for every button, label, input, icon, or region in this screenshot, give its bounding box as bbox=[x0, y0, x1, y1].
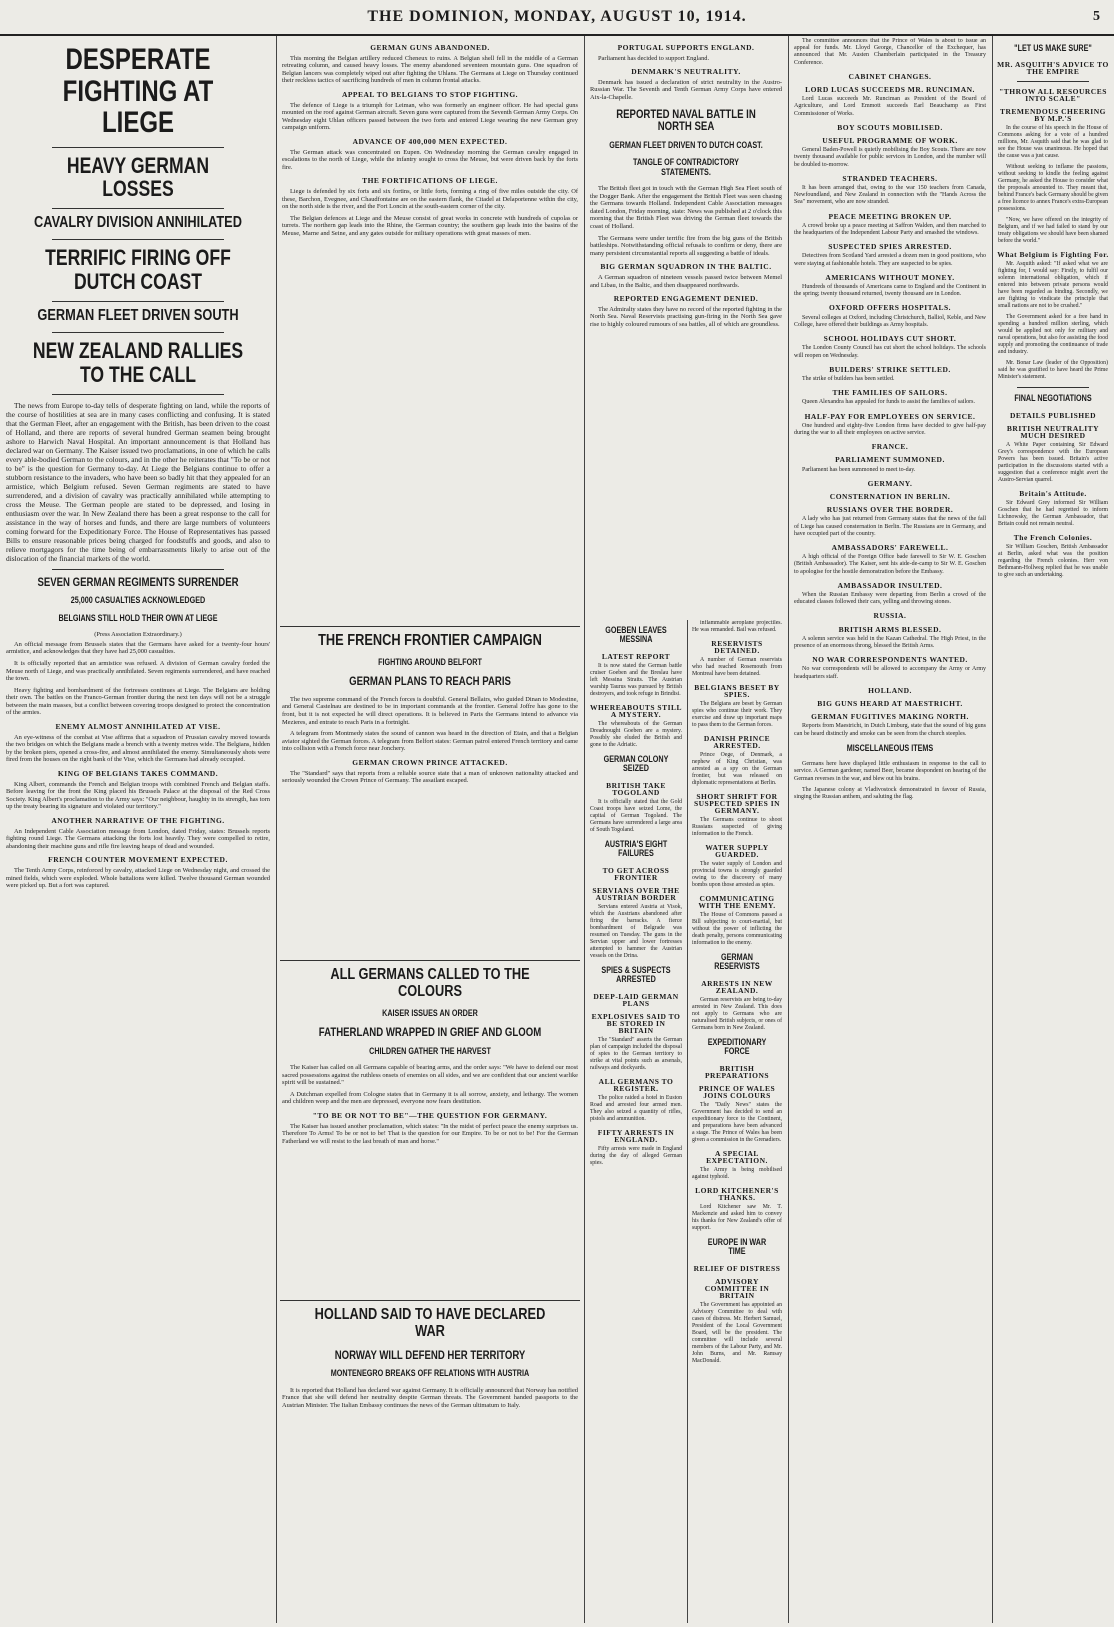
article-text: It has been arranged that, owing to the war 150 teachers from Canada, Newfoundland, and New Zealand in connection with the "Hands Across the Sea" movement, who are now stranded. bbox=[794, 185, 986, 206]
headline-belfort: FIGHTING AROUND BELFORT bbox=[378, 656, 482, 667]
subhead-relief: RELIEF OF DISTRESS bbox=[693, 1263, 781, 1273]
article-text: An official message from Brussels states that the Germans have asked for a twenty-four hours' armistice, and acknowledges that they have had 25,000 casualties. bbox=[6, 640, 270, 656]
divider bbox=[52, 208, 224, 209]
article-text: A high official of the Foreign Office bade farewell to Sir W. E. Goschen (British Ambassador). The Kaiser, sent his aide-de-camp to Sir W. E. Goschen to apologise for the hostile demonstration before the Embassy. bbox=[794, 554, 986, 575]
article-text: Without seeking to inflame the passions, without seeking to kindle the feeling against Germany, he asked the House to consider what the proposals amounted to. They meant that, behind France's back Germany should be given a free licence to annex France's extra-European possessions. bbox=[998, 164, 1108, 213]
lead-article-text: The news from Europe to-day tells of desperate fighting on land, while the reports of the course of hostilities at sea are in many cases conflicting and confusing. It is stated that the German Fleet, after an engagement with the British, has been driven to the coast of Holland, and there are reports of several hundred German seamen being brought ashore to Harwich Naval Hospital. An important announcement is that Holland has declared war on Germany. The Kaiser issued two proclamations, in one of which he calls every able-bodied German to the colours, and in the other he reiterates that "To be or not to be" is the question for Germany to-day. At Liege the Belgians continue to offer a stubborn resistance to the invaders, who have been so badly hit that they appealed for an armistice, which Belgium refused. Seven German regiments are stated to have surrendered, and a division of cavalry was practically annihilated while attempting to cross the Meuse. The German people are stated to be depressed, and losing in enthusiasm over the war. In New Zealand there has been a great response to the call for assistance in the way of horses and funds, and there are large numbers of volunteers coming forward for the Expeditionary Force. The House of Representatives has passed Bills to ensure reasonable prices being charged for foodstuffs and goods, and also to relieve mortgagors for the time being of embarrassments likely to arise out of the dislocation of the financial markets of the world. bbox=[6, 400, 270, 563]
article-text: Lord Lucas succeeds Mr. Runciman as President of the Board of Agriculture, and Lord Emmott succeeds Earl Beauchamp as First Commissioner of Works. bbox=[794, 96, 986, 117]
article-text: A telegram from Montmedy states the sound of cannon was heard in the direction of Etain, and that a Belgian aviator sighted the German forces. A telegram from Belfort states: German patrol entered French territory and came into collision with a French force near Jonchery. bbox=[282, 730, 578, 753]
subhead-builders: BUILDERS' STRIKE SETTLED. bbox=[829, 364, 951, 374]
subhead-fifty-arrests: FIFTY ARRESTS IN ENGLAND. bbox=[597, 1127, 675, 1144]
subhead-kitchener: LORD KITCHENER'S THANKS. bbox=[695, 1185, 779, 1202]
subhead-boy-scouts: BOY SCOUTS MOBILISED. bbox=[837, 122, 943, 132]
article-text: Reports from Maestricht, in Dutch Limburg, state that the sound of big guns can be heard distinctly and smoke can be seen from the church steeples. bbox=[794, 723, 986, 737]
article-text: A solemn service was held in the Kazan Cathedral. The High Priest, in the presence of an enormous throng, blessed the British Arms. bbox=[794, 635, 986, 649]
subhead-denmark: DENMARK'S NEUTRALITY. bbox=[631, 67, 741, 77]
subhead-danish-prince: DANISH PRINCE ARRESTED. bbox=[703, 734, 771, 750]
subhead-arms-blessed: BRITISH ARMS BLESSED. bbox=[838, 624, 942, 634]
headline-colony-seized: GERMAN COLONY SEIZED bbox=[603, 753, 669, 774]
subhead-special: A SPECIAL EXPECTATION. bbox=[706, 1148, 768, 1165]
subhead-reservists: RESERVISTS DETAINED. bbox=[711, 639, 763, 655]
subhead-baltic: BIG GERMAN SQUADRON IN THE BALTIC. bbox=[600, 262, 772, 272]
headline-fatherland: FATHERLAND WRAPPED IN GRIEF AND GLOOM bbox=[318, 1025, 542, 1040]
headline-austria-failures: AUSTRIA'S EIGHT FAILURES bbox=[604, 838, 668, 859]
subhead-fugitives: GERMAN FUGITIVES MAKING NORTH. bbox=[811, 712, 969, 722]
headline-montenegro: MONTENEGRO BREAKS OFF RELATIONS WITH AUSTRIA bbox=[330, 1368, 530, 1379]
headline-spies: SPIES & SUSPECTS ARRESTED bbox=[601, 964, 671, 985]
headline-kaiser-order: KAISER ISSUES AN ORDER bbox=[382, 1007, 478, 1018]
press-credit: (Press Association Extraordinary.) bbox=[94, 631, 182, 639]
article-text: The "Standard" asserts the German plan of campaign included the disposal of spies to the German territory to strike at vital points such as arsenals, railways and dockyards. bbox=[590, 1036, 682, 1071]
headline-norway: NORWAY WILL DEFEND HER TERRITORY bbox=[334, 1347, 526, 1362]
column-3-right bbox=[690, 620, 784, 1623]
column-2-top bbox=[280, 38, 580, 618]
subhead-belgians-spies: BELGIANS BESET BY SPIES. bbox=[694, 683, 780, 699]
article-text: The "Daily News" states the Government has decided to send an expeditionary force to the Continent, and preparations have been advanced a stage. The Prince of Wales has been given a commission in the Grenadiers. bbox=[692, 1101, 782, 1143]
column-1 bbox=[4, 38, 272, 1623]
subhead-neutrality: BRITISH NEUTRALITY MUCH DESIRED bbox=[1006, 423, 1100, 440]
column-2-bottom bbox=[280, 1300, 580, 1623]
column-5 bbox=[996, 38, 1110, 1623]
article-text: Hundreds of thousands of Americans came to England and the Continent in the spring; twenty thousand returned, twenty thousand are in London. bbox=[794, 284, 986, 298]
headline-heavy-losses: HEAVY GERMAN LOSSES bbox=[66, 152, 210, 201]
article-text: The Admiralty states they have no record of the reported fighting in the North Sea. Naval Reservists practising gun-firing in the North Sea gave rise to highly coloured rumours of sea battles, all of which are groundless. bbox=[590, 305, 782, 328]
subhead-prince-wales: PRINCE OF WALES JOINS COLOURS bbox=[698, 1083, 776, 1100]
headline-fleet-driven-south: GERMAN FLEET DRIVEN SOUTH bbox=[37, 306, 239, 324]
article-text: Parliament has been summoned to meet to-day. bbox=[802, 466, 916, 473]
article-text: King Albert, commands the French and Belgian troops with combined French and Belgian staffs. Before leaving for the front the King placed his Brussels Palace at the disposal of the Red Cross Society. King Albert's proclamation to the Army says: "Our neighbour, haughty in its strength, has torn up the treaty bearing its signature and violated our territory." bbox=[6, 780, 270, 811]
subhead-portugal: PORTUGAL SUPPORTS ENGLAND. bbox=[617, 43, 755, 52]
subhead-details: DETAILS PUBLISHED bbox=[1009, 410, 1097, 420]
headline-seven-regiments: SEVEN GERMAN REGIMENTS SURRENDER bbox=[37, 574, 239, 589]
headline-europe-war: EUROPE IN WAR TIME bbox=[707, 1236, 767, 1257]
article-text: The House of Commons passed a Bill subjecting to court-martial, but without the power of inflicting the death penalty, persons communicating information to the enemy. bbox=[692, 912, 782, 946]
subhead-engagement-denied: REPORTED ENGAGEMENT DENIED. bbox=[613, 294, 759, 304]
divider bbox=[52, 332, 224, 333]
article-text: Liege is defended by six forts and six fortins, or little forts, forming a ring of five miles outside the city. Of these, Barchon, Evegnee, and Chaudfontaine are on the eastern flank, the Citadel at Delaportenne within the city, on the north side is the river, and the Fort Loncin at the south-eastern corner of the city. bbox=[282, 187, 578, 211]
article-text: Sir William Goschen, British Ambassador at Berlin, asked what was the position regarding the French colonies. Herr von Bethmann-Hollweg replied that he was unable to give such an undertaking. bbox=[998, 543, 1108, 578]
subhead-cheering: TREMENDOUS CHEERING BY M.P.'S bbox=[1000, 107, 1106, 124]
headline-reservists: GERMAN RESERVISTS bbox=[714, 952, 760, 972]
divider bbox=[52, 569, 224, 570]
divider bbox=[280, 1300, 580, 1301]
column-rule bbox=[276, 36, 277, 1623]
article-text: General Baden-Powell is quietly mobilising the Boy Scouts. There are now twenty thousand available for public services in London, and the number will be doubled to-morrow. bbox=[794, 147, 986, 168]
subhead-peace-meeting: PEACE MEETING BROKEN UP. bbox=[828, 211, 952, 221]
divider bbox=[280, 626, 580, 627]
headline-casualties: 25,000 CASUALTIES ACKNOWLEDGED bbox=[70, 595, 206, 606]
subhead-deep-laid: DEEP-LAID GERMAN PLANS bbox=[593, 991, 679, 1008]
column-rule bbox=[788, 36, 789, 1623]
subhead-frontier: TO GET ACROSS FRONTIER bbox=[602, 865, 670, 882]
subhead-school: SCHOOL HOLIDAYS CUT SHORT. bbox=[823, 334, 957, 344]
article-text: The Belgian defences at Liege and the Meuse consist of great works in concrete with hundreds of cupolas or turrets. The northern gap leads into the Rhine, the German country; the southern gap leads into the basins of the Meuse, Marne and Seine, and any gates outside for military operations with great masses of men. bbox=[282, 214, 578, 237]
headline-dutch-coast: GERMAN FLEET DRIVEN TO DUTCH COAST. bbox=[609, 139, 763, 150]
subhead-half-pay: HALF-PAY FOR EMPLOYEES ON SERVICE. bbox=[804, 411, 976, 421]
subhead-king-command: KING OF BELGIANS TAKES COMMAND. bbox=[57, 769, 219, 779]
column-rule bbox=[687, 620, 688, 1623]
column-4 bbox=[792, 38, 988, 1623]
headline-terrific-firing: TERRIFIC FIRING OFF DUTCH COAST bbox=[45, 245, 231, 294]
subhead-register: ALL GERMANS TO REGISTER. bbox=[598, 1076, 674, 1093]
article-text: German reservists are being to-day arrested in New Zealand. This does not apply to Germans who are naturalised British subjects, or ones of Germans born in New Zealand. bbox=[692, 996, 782, 1031]
article-text: The Kaiser has called on all Germans capable of bearing arms, and the order says: "We have to defend our most sacred possessions against the ruthless onsets of enemies on all sides, and we are confident that our ancient warlike spirit will be sustained." bbox=[282, 1064, 578, 1087]
article-text: No war correspondents will be allowed to accompany the Army or Army headquarters staff. bbox=[794, 666, 986, 680]
column-3-top bbox=[588, 38, 784, 438]
article-text: It is now stated the German battle cruiser Goeben and the Breslau have left Messina Straits. The Austrian warship Taurus was pursued by British destroyers, and took refuge in Brindisi. bbox=[590, 662, 682, 697]
column-2-middle bbox=[280, 626, 580, 956]
subhead-consternation: CONSTERNATION IN BERLIN. bbox=[829, 491, 951, 501]
article-text: Germans here have displayed little enthusiasm in response to the call to service. A German gardener, named Beer, became despondent on hearing of the German reverses in the war, and blew out his brains. bbox=[794, 761, 986, 782]
article-text: Sir Edward Grey informed Sir William Goschen that he had regretted to inform Lichnowsky, the German Ambassador, that Britain could not remain neutral. bbox=[998, 499, 1108, 527]
article-text: Mr. Asquith asked: "If asked what we are fighting for, I would say: Firstly, to fulfil our solemn international obligation, which if entered into between private persons would have been regarded as binding. Secondly, we are fighting to vindicate the principle that small nations are not to be crushed." bbox=[998, 261, 1108, 310]
headline-expeditionary: EXPEDITIONARY FORCE bbox=[707, 1036, 767, 1057]
subhead-oxford: OXFORD OFFERS HOSPITALS. bbox=[828, 303, 952, 313]
article-text: A number of German reservists who had reached Rosemouth from Montreal have been detained. bbox=[692, 657, 782, 677]
subhead-teachers: STRANDED TEACHERS. bbox=[842, 173, 938, 183]
divider bbox=[52, 147, 224, 148]
masthead bbox=[0, 0, 1114, 36]
article-text: Fifty arrests were made in England during the day of alleged German spies. bbox=[590, 1145, 682, 1166]
headline-naval-battle: REPORTED NAVAL BATTLE IN NORTH SEA bbox=[616, 106, 756, 134]
article-text: The Tenth Army Corps, reinforced by cavalry, attacked Liege on Wednesday night, and crossed the mined fields, which were exploded. Whole battalions were killed. Twelve thousand German wounded were picked up. But a fort was captured. bbox=[6, 866, 270, 890]
article-text: "Now, we have offered on the integrity of Belgium, and if we had failed to stand by our treaty obligations we should have been shamed before the world." bbox=[998, 217, 1108, 245]
column-rule bbox=[992, 36, 993, 1623]
subhead-guns-abandoned: GERMAN GUNS ABANDONED. bbox=[370, 43, 490, 52]
subhead-programme: USEFUL PROGRAMME OF WORK. bbox=[822, 136, 958, 146]
subhead-fortifications: THE FORTIFICATIONS OF LIEGE. bbox=[362, 176, 498, 186]
headline-goeben: GOEBEN LEAVES MESSINA bbox=[605, 625, 667, 645]
article-text: One hundred and eighty-five London firms have decided to give half-pay during the war to all their employees on active service. bbox=[794, 422, 986, 436]
article-text: The Government has appointed an Advisory Committee to deal with cases of distress. Mr. Herbert Samuel, President of the Local Government Board, will be the president. The committee will include several members of the Labour Party, and Mr. John Burns, and Mr. Ramsay MacDonald. bbox=[692, 1301, 782, 1364]
divider bbox=[52, 394, 224, 395]
subhead-correspondents: NO WAR CORRESPONDENTS WANTED. bbox=[812, 655, 968, 665]
subhead-another-narrative: ANOTHER NARRATIVE OF THE FIGHTING. bbox=[51, 816, 225, 825]
subhead-big-guns: BIG GUNS HEARD AT MAESTRICHT. bbox=[817, 699, 963, 708]
article-text: The Government asked for a free hand in spending a hundred million sterling, which would be applied not only for military and naval operations, but also for assisting the food supply and promoting the continuance of trade and industry. bbox=[998, 314, 1108, 356]
subhead-lord-lucas: LORD LUCAS SUCCEEDS MR. RUNCIMAN. bbox=[805, 85, 975, 95]
article-text: Detectives from Scotland Yard arrested a dozen men in good positions, who were staying at fashionable hotels. They are suspected to be spies. bbox=[794, 253, 986, 267]
subhead-crown-prince: GERMAN CROWN PRINCE ATTACKED. bbox=[352, 757, 508, 767]
headline-cavalry-annihilated: CAVALRY DIVISION ANNIHILATED bbox=[34, 213, 242, 231]
subhead-french-counter: FRENCH COUNTER MOVEMENT EXPECTED. bbox=[48, 855, 228, 865]
article-text: A crowd broke up a peace meeting at Saffron Walden, and then marched to the headquarters of the Independent Labour Party and smashed the windows. bbox=[794, 222, 986, 237]
article-text: The police raided a hotel in Euston Road and arrested four armed men. They also seized a quantity of rifles, pistols and ammunition. bbox=[590, 1094, 682, 1122]
subhead-americans: AMERICANS WITHOUT MONEY. bbox=[825, 272, 955, 282]
column-rule bbox=[584, 36, 585, 1623]
headline-make-sure: "LET US MAKE SURE" bbox=[1014, 43, 1092, 53]
subhead-germany: GERMANY. bbox=[867, 478, 913, 488]
article-text: A lady who has just returned from Germany states that the news of the fall of Liege has caused consternation in Berlin. The Russians are in Germany, and have occupied part of the country. bbox=[794, 516, 986, 537]
article-text: A White Paper containing Sir Edward Grey's correspondence with the European Powers has been issued. Britain's active participation in the discussions started with a suggestion that a conference might avert the Austro-Servian quarrel. bbox=[998, 441, 1108, 483]
subhead-mystery: WHEREABOUTS STILL A MYSTERY. bbox=[589, 702, 683, 719]
article-text: The British fleet got in touch with the German High Sea Fleet south of the Dogger Bank. After the engagement the British Fleet was seen chasing the Germans towards Holland. Independent Cable Association messages dated London, Friday morning, state: News was published at 2 o'clock this morning that the British Fleet was driving the German fleet towards the coast of Holland. bbox=[590, 185, 782, 231]
headline-holland-war: HOLLAND SAID TO HAVE DECLARED WAR bbox=[314, 1306, 546, 1340]
article-text: The Germans continue to shoot Russians suspected of giving information to the French. bbox=[692, 817, 782, 837]
article-text: This morning the Belgian artillery reduced Cheneux to ruins. A Belgian shell fell in the middle of a German retreating column, and caused heavy losses. The enemy abandoned seventeen mountain guns. One squadron of Belgian lancers was completely wiped out after fighting the Uhlans. The Germans at Liege on Thursday continued their reckless tactics of sacrificing hundreds of men in column frontal attacks. bbox=[282, 54, 578, 85]
headline-tangle: TANGLE OF CONTRADICTORY STATEMENTS. bbox=[633, 157, 739, 177]
headline-miscellaneous: MISCELLANEOUS ITEMS bbox=[846, 742, 934, 753]
subhead-communicating: COMMUNICATING WITH THE ENEMY. bbox=[698, 894, 776, 910]
subhead-insulted: AMBASSADOR INSULTED. bbox=[837, 580, 943, 590]
page-number: 5 bbox=[1093, 9, 1100, 24]
headline-final-negotiations: FINAL NEGOTIATIONS bbox=[1014, 393, 1092, 404]
subhead-latest: LATEST REPORT bbox=[601, 651, 671, 661]
article-text: The strike of builders has been settled. bbox=[802, 375, 895, 382]
article-text: The Japanese colony at Vladivostock demonstrated in favour of Russia, singing the Russian anthem, and saluting the flag. bbox=[794, 786, 986, 801]
article-text: It is officially stated that the Gold Coast troops have seized Lome, the capital of German Togoland. The Germans have surrendered a large area of South Togoland. bbox=[590, 798, 682, 833]
article-text: The London County Council has cut short the school holidays. The schools will reopen on Wednesday. bbox=[794, 345, 986, 359]
headline-harvest: CHILDREN GATHER THE HARVEST bbox=[369, 1045, 491, 1056]
article-text: Several colleges at Oxford, including Christchurch, Balliol, Keble, and New College, have offered their buildings as Army hospitals. bbox=[794, 314, 986, 328]
article-text: Queen Alexandra has appealed for funds to assist the families of sailors. bbox=[802, 399, 975, 406]
article-text: The whereabouts of the German Dreadnought Goeben are a mystery. Possibly she eluded the British and gone to the Adriatic. bbox=[590, 720, 682, 748]
subhead-arrests-nz: ARRESTS IN NEW ZEALAND. bbox=[701, 978, 773, 995]
article-text: An Independent Cable Association message from London, dated Friday, states: Brussels reports fighting round Liege. The Germans attacking the forts lost heavily. They were compelled to retire, abandoning their machine guns and rifle fire leaving heaps of dead and wounded. bbox=[6, 827, 270, 850]
subhead-vise: ENEMY ALMOST ANNIHILATED AT VISE. bbox=[55, 722, 221, 732]
headline-belgians-hold: BELGIANS STILL HOLD THEIR OWN AT LIEGE bbox=[58, 612, 218, 623]
article-text: When the Russian Embassy were departing from Berlin a crowd of the educated classes followed their cars, yelling and throwing stones. bbox=[794, 591, 986, 606]
subhead-throw-resources: "THROW ALL RESOURCES INTO SCALE" bbox=[999, 87, 1107, 104]
article-text: inflammable aeroplane projectiles. He was remanded. Bail was refused. bbox=[692, 620, 782, 633]
divider bbox=[52, 301, 224, 302]
article-text: Parliament has decided to support England. bbox=[598, 54, 710, 62]
subhead-russians-border: RUSSIANS OVER THE BORDER. bbox=[826, 505, 954, 515]
subhead-britain-attitude: Britain's Attitude. bbox=[1019, 488, 1087, 498]
article-text: The committee announces that the Prince of Wales is about to issue an appeal for funds. Mr. Lloyd George, Chancellor of the Exchequer, has announced that Mr. Austen Chamberlain participated in the Treasury Conference. bbox=[794, 38, 986, 66]
article-text: It is reported that Holland has declared war against Germany. It is officially announced that Norway has notified France that she will defend her neutrality despite German threats. The Government handed passports to the Austrian Minister. The Italian Embassy continues the news of the German ultimatum to Italy. bbox=[282, 1386, 578, 1409]
subhead-togoland: BRITISH TAKE TOGOLAND bbox=[606, 780, 666, 797]
subhead-preparations: BRITISH PREPARATIONS bbox=[704, 1063, 770, 1080]
article-text: Prince Oege, of Denmark, a nephew of King Christian, was arrested as a spy on the German frontier, but was released on diplomatic representations at Berlin. bbox=[692, 752, 782, 786]
headline-desperate-fighting: DESPERATE FIGHTING AT LIEGE bbox=[62, 43, 214, 139]
subhead-farewell: AMBASSADORS' FAREWELL. bbox=[831, 542, 949, 552]
article-text: It is officially reported that an armistice was refused. A division of German cavalry forded the Meuse north of Liege, and was practically annihilated. Seven regiments surrendered, and have reached the town. bbox=[6, 659, 270, 683]
subhead-spies-arrested: SUSPECTED SPIES ARRESTED. bbox=[828, 242, 952, 252]
article-text: The Kaiser has issued another proclamation, which states: "In the midst of perfect peace the enemy surprises us. Therefore To Arms! To be or not to be! That is the question for our Empire. To be or not to be! For the German Fatherland we will resist to the last breath of man and horse." bbox=[282, 1122, 578, 1145]
subhead-appeal: APPEAL TO BELGIANS TO STOP FIGHTING. bbox=[341, 89, 519, 99]
column-3-left bbox=[588, 620, 684, 1623]
headline-new-zealand-rallies: NEW ZEALAND RALLIES TO THE CALL bbox=[32, 338, 244, 387]
subhead-france: FRANCE. bbox=[871, 442, 909, 452]
subhead-sailors: THE FAMILIES OF SAILORS. bbox=[832, 388, 948, 398]
subhead-cabinet: CABINET CHANGES. bbox=[848, 71, 932, 81]
article-text: Servians entered Austria at Visok, which the Austrians abandoned after firing the barracks. A fierce bombardment of Belgrade was resumed on Tuesday. The guns in the Servian upper and lower fortresses attempted to hammer the Austrian vessels on the Drina. bbox=[590, 903, 682, 959]
subhead-servians: SERVIANS OVER THE AUSTRIAN BORDER bbox=[592, 885, 680, 902]
divider bbox=[1017, 387, 1090, 388]
article-text: Heavy fighting and bombardment of the fortresses continues at Liege. The Belgians are holding their own. The battles on the Franco-German frontier during the next ten days will not be a struggle between the main masses, but a conflict between covering troops designed to protect the concentration of the armies. bbox=[6, 686, 270, 717]
article-text: The Belgians are beset by German spies who continue their work. They exercise and draw up important maps to pass them to the German forces. bbox=[692, 701, 782, 728]
article-text: In the course of his speech in the House of Commons asking for a vote of a hundred millions, Mr. Asquith said that he was glad to see the House was unanimous. He hoped that the cause was a just cause. bbox=[998, 125, 1108, 160]
article-text: The German attack was concentrated on Eupen. On Wednesday morning the German cavalry engaged in escalations to the north of Liege, while the infantry sought to cross the Meuse, but were driven back by the forts fire. bbox=[282, 148, 578, 171]
subhead-asquith-advice: MR. ASQUITH'S ADVICE TO THE EMPIRE bbox=[997, 60, 1109, 77]
article-text: An eye-witness of the combat at Vise affirms that a squadron of Prussian cavalry moved towards the two bridges on which the Belgians made a brench with a twenty metres wide. The Belgians, hidden by the broken piers, opened a cross-fire, and almost annihilated the enemy. Simultaneously shots were fired from the houses on the right bank of the Vise, which the Germans had already occupied. bbox=[6, 733, 270, 764]
article-text: A German squadron of nineteen vessels passed twice between Memel and Libau, in the Baltic, and then disappeared northwards. bbox=[590, 274, 782, 289]
article-text: The water supply of London and provincial towns is strongly guarded owing to the discovery of many bombs upon those arrested as spies. bbox=[692, 861, 782, 888]
subhead-russia: RUSSIA. bbox=[873, 611, 907, 621]
subhead-french-colonies: The French Colonies. bbox=[1013, 532, 1093, 542]
article-text: A Dutchman expelled from Cologne states that in Germany it is all sorrow, anxiety, and lethargy. The women and children weep and the men are depressed, everyone now fears destitution. bbox=[282, 1090, 578, 1106]
article-text: The "Standard" says that reports from a reliable source state that a man of unknown nationality attacked and seriously wounded the Crown Prince of Germany. The assailant escaped. bbox=[282, 769, 578, 785]
subhead-parliament: PARLIAMENT SUMMONED. bbox=[835, 455, 945, 465]
subhead-explosives: EXPLOSIVES SAID TO BE STORED IN BRITAIN bbox=[591, 1011, 681, 1035]
headline-plans-paris: GERMAN PLANS TO REACH PARIS bbox=[349, 674, 511, 689]
subhead-advisory: ADVISORY COMMITTEE IN BRITAIN bbox=[704, 1276, 770, 1300]
article-text: Lord Kitchener saw Mr. T. Mackenzie and asked him to convey his thanks for New Zealand's offer of support. bbox=[692, 1203, 782, 1231]
subhead-water: WATER SUPPLY GUARDED. bbox=[705, 843, 769, 859]
headline-all-germans: ALL GERMANS CALLED TO THE COLOURS bbox=[330, 966, 530, 1000]
column-2-lower bbox=[280, 960, 580, 1295]
subhead-advance: ADVANCE OF 400,000 MEN EXPECTED. bbox=[352, 136, 508, 146]
divider bbox=[1017, 81, 1090, 82]
article-text: Denmark has issued a declaration of strict neutrality in the Austro-Russian War. The Seventh and Tenth German Army Corps have entered Aix-la-Chapelle. bbox=[590, 78, 782, 101]
article-text: The Army is being mobilised against typhoid. bbox=[692, 1166, 782, 1180]
subhead-short-shrift: SHORT SHRIFT FOR SUSPECTED SPIES IN GERMANY. bbox=[693, 792, 781, 815]
headline-french-frontier: THE FRENCH FRONTIER CAMPAIGN bbox=[318, 632, 542, 649]
masthead-title: THE DOMINION, MONDAY, AUGUST 10, 1914. bbox=[367, 8, 747, 25]
subhead-holland: HOLLAND. bbox=[868, 685, 912, 695]
article-text: The defence of Liege is a triumph for Leiman, who was formerly an engineer officer. He had special guns mounted on the roof against German aircraft. Seven guns were captured from the Seventh German Army Corps. On Wednesday eight Uhlan officers passed between the two forts and entered Liege wearing the new German grey campaign uniform. bbox=[282, 101, 578, 132]
article-text: The two supreme command of the French forces is doubtful. General Bellairs, who guided Dinan to Modestine, and General Castelnau are destined to be in important commands at the frontier. General Joffre has gone to the front, but it is not expected he will direct operations. It is believed in Paris the Germans intend to advance via Mezieres, and entrate to reach Paris in a fortnight. bbox=[282, 695, 578, 726]
article-text: Mr. Bonar Law (leader of the Opposition) said he was gratified to have heard the Prime Minister's statement. bbox=[998, 360, 1108, 381]
subhead-belgium-fighting: What Belgium is Fighting For. bbox=[997, 250, 1109, 260]
divider bbox=[52, 239, 224, 240]
article-text: The Germans were under terrific fire from the big guns of the British battleships. Notwithstanding official refusals to confirm or deny, there are many persistent circumstantial reports all suggesting a battle of ideals. bbox=[590, 234, 782, 257]
subhead-to-be-or-not: "TO BE OR NOT TO BE"—THE QUESTION FOR GERMANY. bbox=[312, 1111, 548, 1121]
divider bbox=[280, 960, 580, 961]
